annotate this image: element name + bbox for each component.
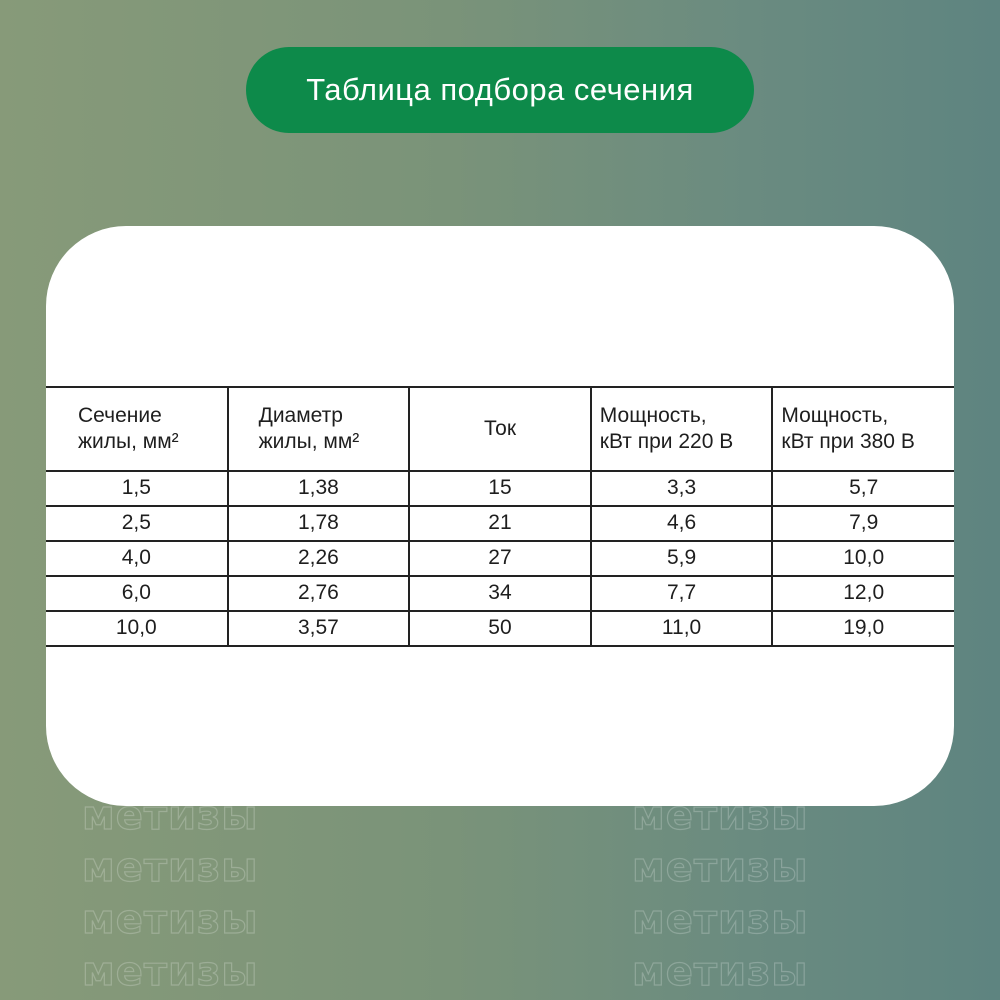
cell-diameter: 2,26: [228, 541, 410, 576]
cell-diameter: 3,57: [228, 611, 410, 646]
cell-cross-section: 4,0: [46, 541, 228, 576]
cell-cross-section: 6,0: [46, 576, 228, 611]
watermark-left: [82, 790, 258, 998]
cell-power-220: 4,6: [591, 506, 773, 541]
header-diameter-line2: жилы, мм²: [258, 430, 360, 453]
header-current: [409, 387, 591, 471]
table-row: [46, 576, 954, 611]
cell-power-380: 5,7: [772, 471, 954, 506]
cell-power-220: 7,7: [591, 576, 773, 611]
header-power-380-line1: Мощность,: [781, 403, 889, 427]
cell-cross-section: 2,5: [46, 506, 228, 541]
cell-power-220: 11,0: [591, 611, 773, 646]
cell-power-380: 7,9: [772, 506, 954, 541]
header-diameter: [228, 387, 410, 471]
table-row: [46, 541, 954, 576]
header-diameter-line1: Диаметр: [258, 403, 343, 427]
cell-diameter: 2,76: [228, 576, 410, 611]
watermark-line: метизы: [82, 949, 259, 995]
page-title: Таблица подбора сечения: [246, 47, 754, 133]
watermark-line: метизы: [82, 845, 259, 891]
cell-diameter: 1,38: [228, 471, 410, 506]
header-cross-section: [46, 387, 228, 471]
cell-current: 21: [409, 506, 591, 541]
cell-current: 27: [409, 541, 591, 576]
watermark-line: метизы: [632, 845, 809, 891]
watermark-right: [632, 790, 808, 998]
watermark-line: метизы: [632, 949, 809, 995]
cell-power-380: 12,0: [772, 576, 954, 611]
table-row: [46, 506, 954, 541]
table-row: [46, 471, 954, 506]
header-power-220-line2: кВт при 220 В: [599, 430, 734, 453]
header-cross-section-line2: жилы, мм²: [78, 430, 179, 453]
table-row: [46, 611, 954, 646]
watermark-line: метизы: [82, 793, 259, 839]
cell-cross-section: 1,5: [46, 471, 228, 506]
cable-section-table: [46, 386, 954, 647]
cell-current: 50: [409, 611, 591, 646]
header-power-380-line2: кВт при 380 В: [781, 430, 915, 453]
cell-power-380: 19,0: [772, 611, 954, 646]
table-header-row: [46, 387, 954, 471]
header-current-label: Ток: [483, 416, 517, 440]
cell-power-220: 5,9: [591, 541, 773, 576]
watermark-line: метизы: [632, 793, 809, 839]
cell-power-380: 10,0: [772, 541, 954, 576]
watermark-line: метизы: [82, 897, 259, 943]
header-power-380: [772, 387, 954, 471]
cell-current: 34: [409, 576, 591, 611]
header-power-220-line1: Мощность,: [599, 403, 707, 427]
cell-diameter: 1,78: [228, 506, 410, 541]
cell-current: 15: [409, 471, 591, 506]
cell-cross-section: 10,0: [46, 611, 228, 646]
header-power-220: [591, 387, 773, 471]
cell-power-220: 3,3: [591, 471, 773, 506]
table-card: [46, 226, 954, 806]
watermark-line: метизы: [632, 897, 809, 943]
header-cross-section-line1: Сечение: [78, 403, 162, 427]
